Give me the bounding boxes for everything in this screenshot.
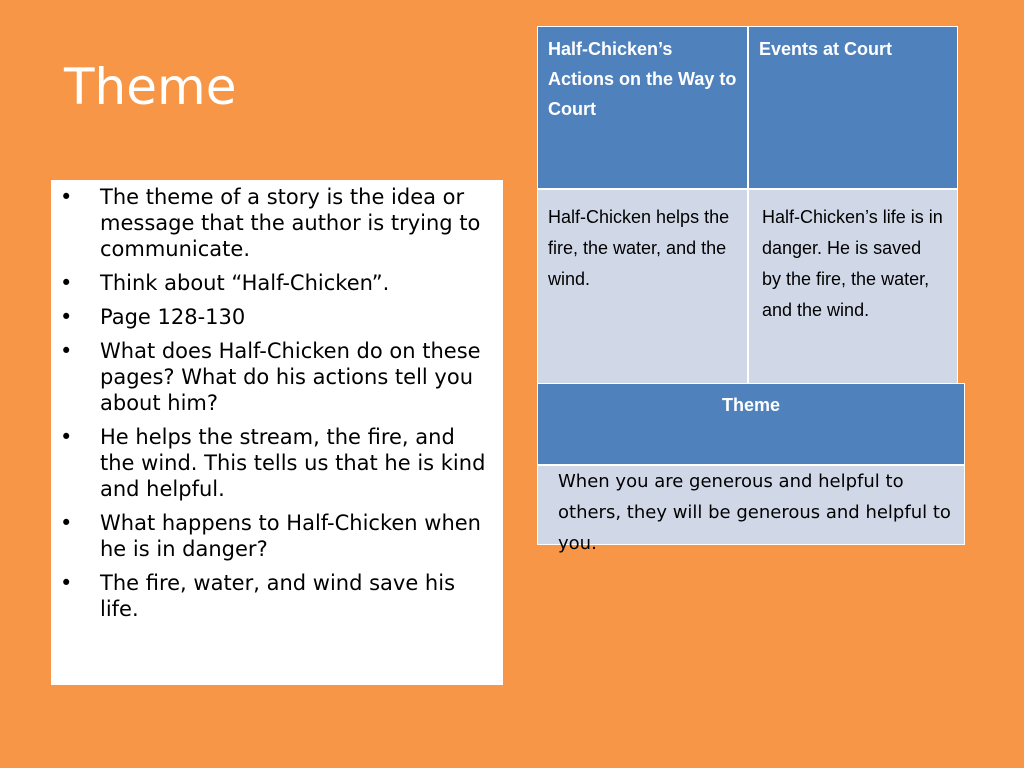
table-cell-events: Half-Chicken’s life is in danger. He is saved by the fire, the water, and the wind. (748, 189, 958, 389)
theme-table-header: Theme (537, 383, 965, 465)
table-cell-actions: Half-Chicken helps the fire, the water, and the wind. (537, 189, 748, 389)
table-header-actions: Half-Chicken’s Actions on the Way to Court (537, 26, 748, 189)
bullet-list (51, 180, 503, 622)
slide-title: Theme (64, 58, 237, 116)
bullet-item (51, 304, 495, 330)
bullet-icon: • (60, 571, 73, 595)
bullet-item (51, 338, 495, 416)
bullet-item (51, 510, 495, 562)
bullet-icon: • (60, 425, 73, 449)
bullet-text-box (51, 180, 503, 685)
bullet-icon: • (60, 305, 73, 329)
bullet-item (51, 570, 495, 622)
bullet-text: What happens to Half-Chicken when he is in danger? (100, 511, 481, 561)
bullet-text: The fire, water, and wind save his life. (100, 571, 456, 621)
bullet-icon: • (60, 511, 73, 535)
bullet-text: The theme of a story is the idea or message that the author is trying to communicate. (100, 185, 481, 261)
bullet-text: Think about “Half-Chicken”. (100, 271, 390, 295)
bullet-icon: • (60, 185, 73, 209)
theme-table-cell: When you are generous and helpful to others, they will be generous and helpful to you. (537, 465, 965, 545)
bullet-text: Page 128-130 (100, 305, 246, 329)
bullet-text: What does Half-Chicken do on these pages? What do his actions tell you about him? (100, 339, 481, 415)
bullet-text: He helps the stream, the fire, and the wind. This tells us that he is kind and helpful. (100, 425, 486, 501)
bullet-icon: • (60, 339, 73, 363)
bullet-item (51, 424, 495, 502)
bullet-item (51, 270, 495, 296)
bullet-item (51, 184, 495, 262)
table-header-events: Events at Court (748, 26, 958, 189)
bullet-icon: • (60, 271, 73, 295)
